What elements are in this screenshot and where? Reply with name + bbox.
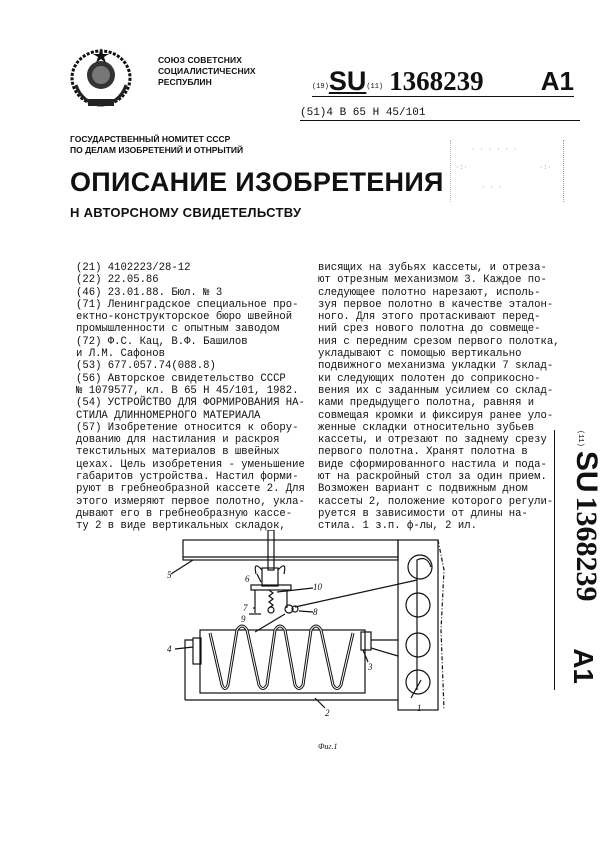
text-line: (71) Ленинградское специальное про- [76,298,299,311]
side-inid-11: (11) [576,430,584,447]
text-line: руется в зависимости от длины на- [318,507,528,520]
text-line: дывают его в гребнеобразную кассе- [76,507,293,520]
text-line: (56) Авторское свидетельство СССР [76,372,286,385]
text-line: СТИЛА ДЛИННОМЕРНОГО МАТЕРИАЛА [76,409,261,422]
committee-line: ПО ДЕЛАМ ИЗОБРЕТЕНИЙ И ОТНРЫТИЙ [70,145,244,155]
text-line: кассеты 2, положение которого регули- [318,495,554,508]
country-code: SU [328,66,367,96]
figure-label: 6 [245,574,250,584]
side-country-code: SU [570,450,603,493]
figure-label: 3 [368,662,373,672]
text-line: габаритов устройства. Настил форми- [76,471,299,484]
text-line: кассеты, и отрезают по заднему срезу [318,434,547,447]
inid-11: (11) [366,83,384,91]
text-line: (53) 677.057.74(088.8) [76,360,216,373]
figure-label: 9 [241,614,246,624]
inid-19: (19) [312,83,329,91]
text-line: виде сформированного настила и пода- [318,458,547,471]
bibliographic-column [76,262,305,533]
text-line: стила. 1 з.п. ф-лы, 2 ил. [318,520,477,533]
text-line: висящих на зубьях кассеты, и отреза- [318,262,547,274]
text-line: вения их с заданным усилием со склад- [318,384,554,397]
text-line: цехах. Цель изобретения - уменьшение [76,458,305,471]
figure-label: 5 [167,570,172,580]
library-stamp: · · · · · · ·:· ·:· · · · [450,140,564,202]
text-line: ний срез нового полотна до совмеще- [318,323,541,336]
text-line: (57) Изобретение относится к обору- [76,421,299,434]
text-line: ектно-конструкторское бюро швейной [76,311,293,324]
text-line: женные складки относительно зубьев [318,421,535,434]
ussr-emblem-icon [68,45,134,111]
text-line: Возможен вариант с подвижным дном [318,483,528,496]
patent-number: 1368239 [389,66,484,96]
committee-line: ГОСУДАРСТВЕННЫЙ НОМИТЕТ СССР [70,134,231,144]
text-line: (22) 22.05.86 [76,274,159,287]
text-line: ками предыдущего полотна, равняя и [318,397,535,410]
text-line: первого полотна. Хранят полотна в [318,446,528,459]
text-line: ния с передним срезом первого полотка, [318,335,560,348]
text-line: укладывают с помощью вертикально [318,348,522,361]
text-line: (72) Ф.С. Кац, В.Ф. Башилов [76,335,248,348]
document-title: ОПИСАНИЕ ИЗОБРЕТЕНИЯ [70,167,444,197]
text-line: ки следующих полотен до соприкосно- [318,372,541,385]
text-line: ют отрезным механизмом 3. Каждое по- [318,274,547,287]
union-line: СОЮЗ СОВЕТСНИХ [158,55,242,65]
figure-label: 4 [167,644,172,654]
text-line: этого измеряют первое полотно, укла- [76,495,305,508]
union-line: СОЦИАЛИСТИЧЕСНИХ [158,66,256,76]
figure-label: 7 [243,603,248,613]
ipc-classification: (51)4 В 65 Н 45/101 [300,107,580,121]
figure-label: 1 [417,703,422,713]
text-line: совмещая кромки и фиксируя ранее уло- [318,409,554,422]
patent-number-block [312,66,574,97]
side-patent-label [555,430,605,690]
text-line: № 1079577, кл. В 65 Н 45/101, 1982. [76,384,299,397]
figure-caption: Фиг.1 [318,742,338,751]
technical-drawing [165,530,445,740]
side-kind-code: A1 [568,648,599,684]
text-line: ту 2 в виде вертикальных складок, [76,520,286,533]
text-line: (54) УСТРОЙСТВО ДЛЯ ФОРМИРОВАНИЯ НА- [76,397,305,410]
side-patent-number: 1368239 [570,496,603,602]
text-line: дованию для настилания и раскроя [76,434,280,447]
text-line: следующее полотно нарезают, исполь- [318,286,541,299]
text-line: зуя первое полотно в качестве эталон- [318,298,554,311]
figure-label: 8 [313,607,318,617]
text-line: (21) 4102223/28-12 [76,262,191,274]
union-name [158,55,256,88]
text-line: ют на раскройный стол за один прием. [318,471,547,484]
text-line: и Л.М. Сафонов [76,348,166,361]
document-subtitle: Н АВТОРСНОМУ СВИДЕТЕЛЬСТВУ [70,205,302,220]
text-line: руют в гребнеобразной кассете 2. Для [76,483,305,496]
text-line: ного. Для этого протаскивают перед- [318,311,541,324]
abstract-column [318,262,560,533]
text-line: подвижного механизма укладки 7 sклад- [318,360,554,373]
union-line: РЕСПУБЛИН [158,77,212,87]
figure-label: 2 [325,708,330,718]
text-line: промышленности с опытным заводом [76,323,280,336]
figure-label: 10 [313,582,322,592]
text-line: (46) 23.01.88. Бюл. № 3 [76,286,223,299]
text-line: текстильных материалов в швейных [76,446,280,459]
kind-code: A1 [540,66,574,96]
committee-name [70,134,243,156]
